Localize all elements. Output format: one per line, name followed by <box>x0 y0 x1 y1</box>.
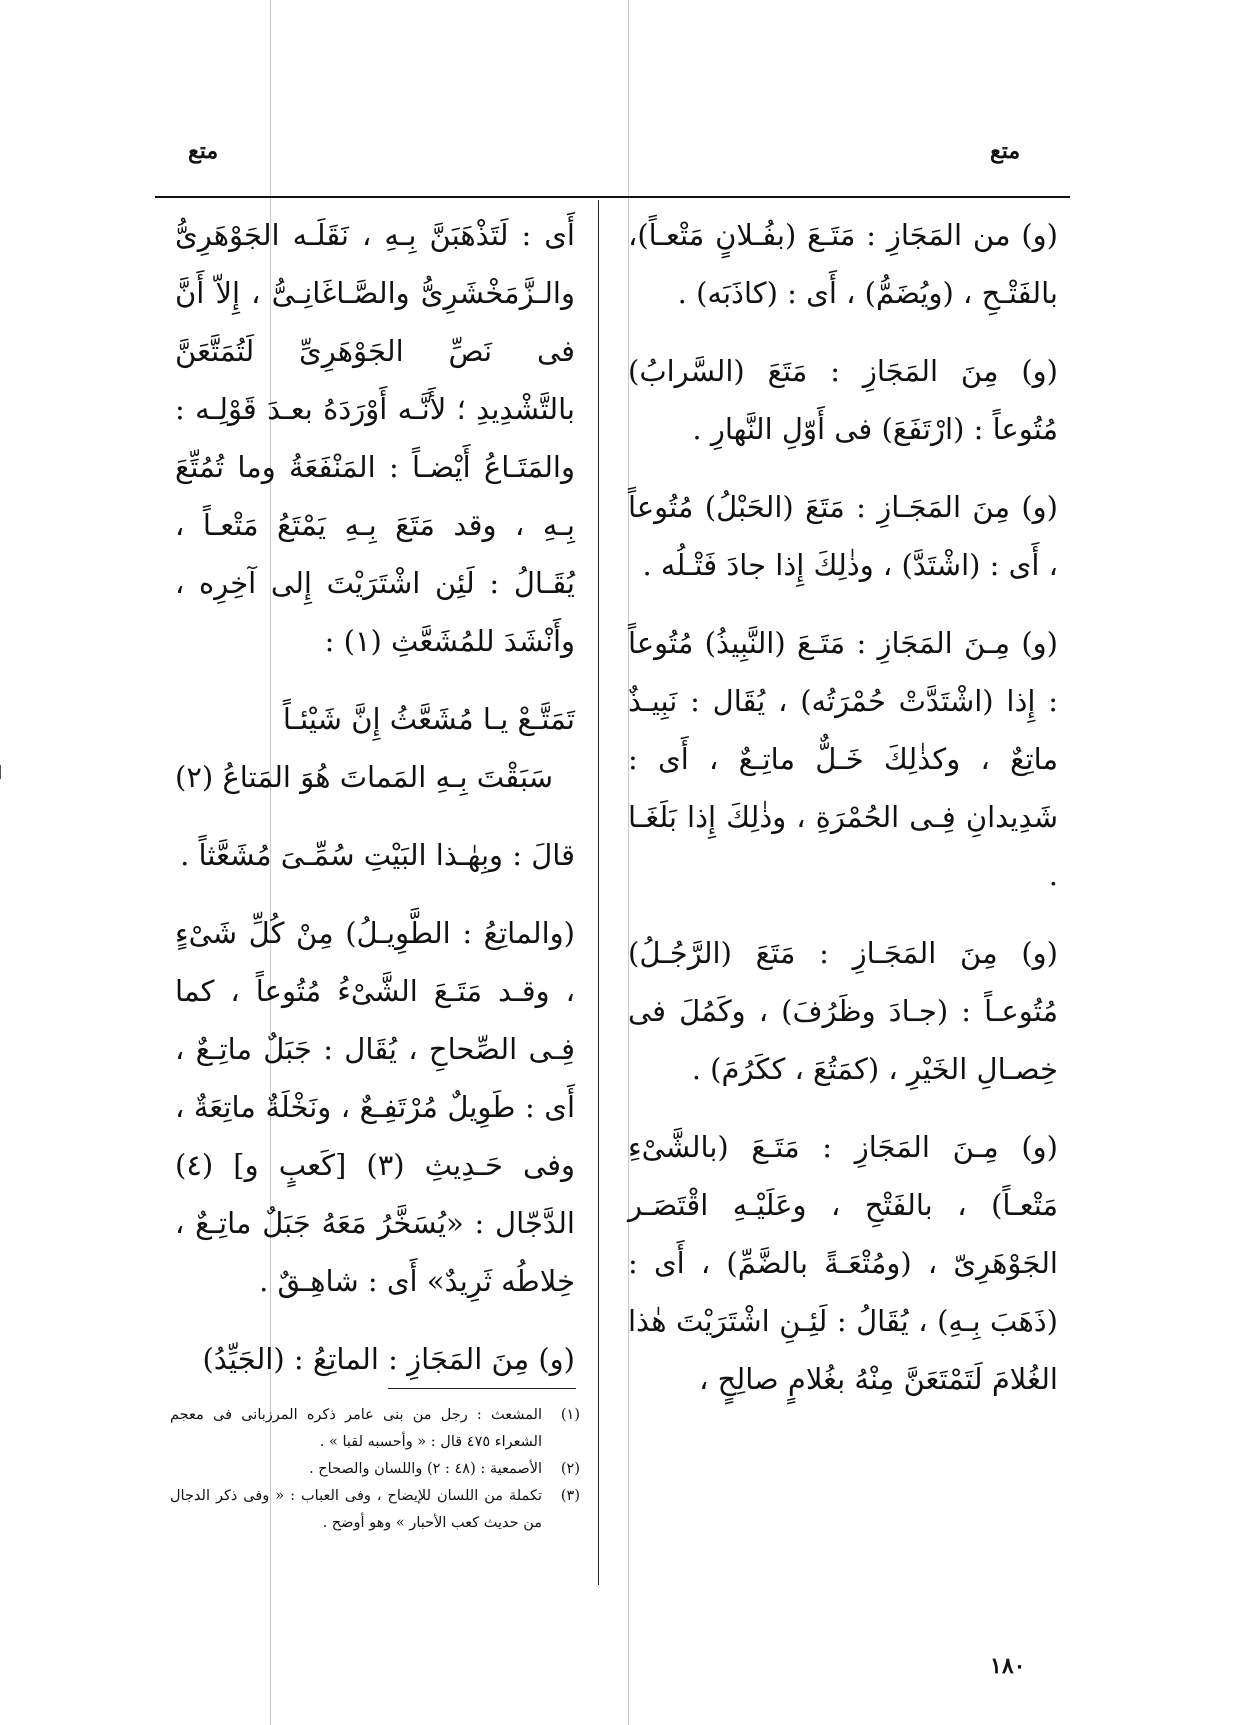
footnote-number: (٢) <box>560 1461 580 1477</box>
poem-line-2: سَبَقْتَ بِـهِ المَماتَ هُوَ المَتاعُ (٢) <box>175 760 554 794</box>
paragraph-continuation: أَى : لَتَذْهَبَنَّ بِـهِ ، نَقَلَـه الجَوْهَرِىُّ والـزَّمَخْشَرِىُّ والصَّـاغَانِـىُّ ، إِلاّ أَنَّ فى نَصِّ الجَوْهَرِىِّ لَتُمَتَّعَنَّ بالتَّشْدِيدِ ؛ لأَنَّـه أَوْرَدَهُ بعـدَ قَوْلِـه : والمَتَـاعُ أَيْضـاً : المَنْفَعَةُ وما تُمُتِّعَ بِـهِ ، وقد مَتَعَ بِـهِ يَمْتَعُ مَتْعـاً ، يُقَـالُ : لَئِن اشْتَرَيْتَ إِلى آخِرِه ، وأَنْشَدَ للمُشَعَّثِ (١) : <box>175 218 575 658</box>
footnote-number: (٣) <box>560 1488 580 1504</box>
entry-mataa-nabidh: (و) مِـنَ المَجَازِ : مَتَـعَ (النَّبِيذُ) مُتُوعاً : إِذا (اشْتَدَّتْ حُمْرَتُه) ، يُقَال : نَبِيـذٌ ماتِعٌ ، وكذٰلِكَ خَـلٌّ ماتِـعٌ ، أَى : شَدِيدانِ فِـى الحُمْرَةِ ، وذٰلِكَ إِذا بَلَغَـا . <box>628 626 1058 892</box>
footnote-text: المشعث : رجل من بنى عامر ذكره المرزبانى فى معجم الشعراء ٤٧٥ قال : « وأحسبه لقبا » . <box>170 1407 542 1450</box>
footnote-number: (١) <box>560 1407 580 1423</box>
entry-mataa-sarab: (و) مِنَ المَجَازِ : مَتَعَ (السَّرابُ) مُتُوعاً : (ارْتَفَعَ) فى أَوّلِ النَّهارِ . <box>628 354 1058 446</box>
entry-mataa-habl: (و) مِنَ المَجَـازِ : مَتَعَ (الحَبْلُ) مُتُوعاً ، أَى : (اشْتَدَّ) ، وذٰلِكَ إِذا جادَ فَتْـلُه . <box>628 490 1058 582</box>
entry-mataa-fulan: (و) من المَجَازِ : مَتَـعَ (بفُـلانٍ مَتْعـاً)، بالفَتْـحِ ، (ويُضَمُّ) ، أَى : (كاذَبَه) . <box>628 218 1058 310</box>
footnotes <box>170 1402 580 1537</box>
footnote <box>170 1483 580 1537</box>
footnote-text: الأصمعية : (٤٨ : ٢) واللسان والصحاح . <box>309 1461 542 1477</box>
running-head-right: متع <box>990 138 1021 164</box>
running-head-left: متع <box>188 138 219 164</box>
left-column <box>175 206 575 1408</box>
entry-matia-jayyid: (و) مِنَ المَجَازِ : الماتِعُ : (الجَيِّدُ) <box>202 1342 575 1376</box>
entry-matia-tawil: (والماتِعُ : الطَّوِيـلُ) مِنْ كُلِّ شَىْءٍ ، وقـد مَتَـعَ الشَّىْءُ مُتُوعاً ، كما فِـى الصِّحاحِ ، يُقَال : جَبَلٌ ماتِـعٌ ، أَى : طَوِيلٌ مُرْتَفِـعٌ ، ونَخْلَةٌ ماتِعَةٌ ، وفى حَـدِيثِ (٣) [كَعبٍ و] (٤) الدَّجّال : «يُسَخَّرُ مَعَهُ جَبَلٌ ماتِـعٌ ، خِلاطُه ثَرِيدٌ» أَى : شاهِـقٌ . <box>175 916 576 1298</box>
margin-mark <box>0 765 7 779</box>
page-number: ١٨٠ <box>990 1653 1026 1679</box>
right-column <box>628 206 1058 1428</box>
footnote-rule <box>388 1388 576 1389</box>
paragraph-poem-note: قالَ : وبِهٰـذا البَيْتِ سُمِّـىَ مُشَعَّثاً . <box>180 838 575 872</box>
footnote <box>170 1402 580 1456</box>
footnote <box>170 1456 580 1483</box>
entry-mataa-bishay: (و) مِـنَ المَجَازِ : مَتَـعَ (بالشَّىْءِ مَتْعـاً) ، بالفَتْحِ ، وعَلَيْـهِ اقْتَصَـر الجَوْهَرِىّ ، (ومُتْعَـةً بالضَّمِّ) ، أَى : (ذَهَبَ بِـهِ) ، يُقَالُ : لَئِـنِ اشْتَرَيْتَ هٰذا الغُلامَ لَتَمْتَعَنَّ مِنْهُ بغُلامٍ صالِحٍ ، <box>628 1130 1058 1396</box>
header-rule <box>155 196 1070 198</box>
poem-line-1: تَمَتَّـعْ يـا مُشَعَّثُ إِنَّ شَيْئـاً <box>282 702 575 736</box>
entry-mataa-rajul: (و) مِنَ المَجَـازِ : مَتَعَ (الرَّجُـلُ) مُتُوعـاً : (جـادَ وظَرُفَ) ، وكَمُلَ فى خِصـالِ الخَيْرِ ، (كمَتُعَ ، ككَرُمَ) . <box>628 936 1058 1086</box>
footnote-text: تكملة من اللسان للإيضاح ، وفى العباب : « وفى ذكر الدجال من حديث كعب الأحبار » وهو أوضح . <box>170 1488 542 1531</box>
column-divider <box>598 200 599 1585</box>
